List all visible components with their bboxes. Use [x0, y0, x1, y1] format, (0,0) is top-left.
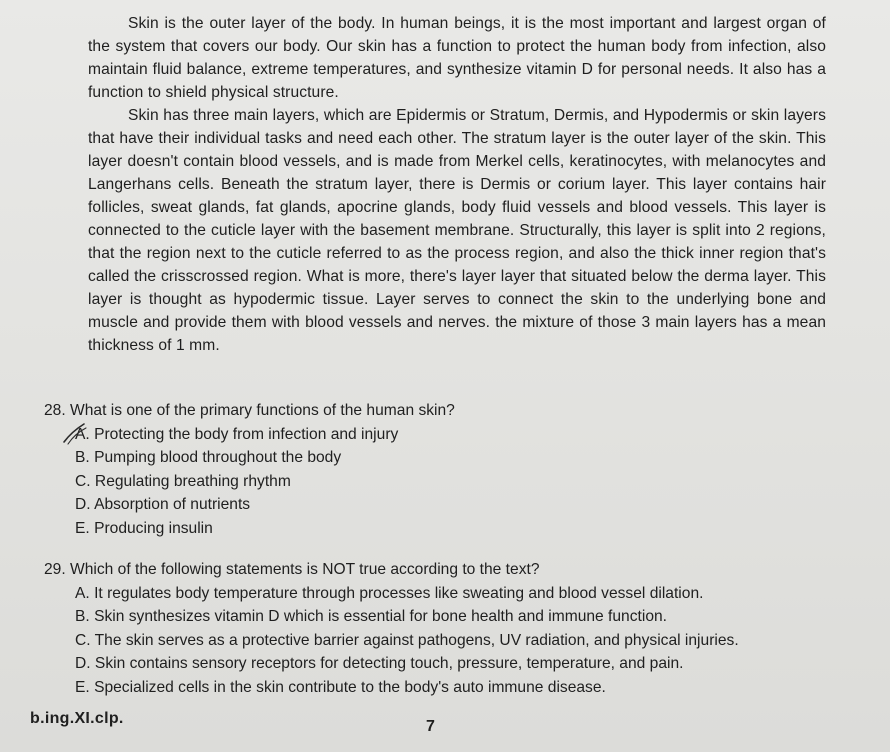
- option-b: B. Skin synthesizes vitamin D which is essential for bone health and immune function.: [75, 608, 667, 625]
- answer-options: [44, 582, 739, 700]
- question-29: [44, 558, 739, 699]
- page-number: 7: [426, 718, 435, 735]
- question-28: [44, 399, 455, 540]
- option-a: A. Protecting the body from infection and injury: [75, 425, 399, 443]
- option-e: E. Producing insulin: [75, 519, 213, 537]
- passage-paragraph-2: Skin has three main layers, which are Epidermis or Stratum, Dermis, and Hypodermis or skin layers that have their individual tasks and need each other. The stratum layer is the outer layer of the skin. This layer doesn't contain blood vessels, and is made from Merkel cells, keratinocytes, with melanocytes and Langerhans cells. Beneath the stratum layer, there is Dermis or corium layer. This layer contains hair follicles, sweat glands, fat glands, apocrine glands, body fluid vessels and blood vessels. This layer is connected to the cuticle layer with the basement membrane. Structurally, this layer is split into 2 regions, that the region next to the cuticle referred to as the process region, and also the thick inner region that's called the crisscrossed region. What is more, there's layer layer that situated below the derma layer. This layer is thought as hypodermic tissue. Layer serves to connect the skin to the underlying bone and muscle and provide them with blood vessels and nerves. the mixture of those 3 main layers has a mean thickness of 1 mm.: [88, 107, 826, 354]
- pen-check-mark: [60, 420, 100, 460]
- question-stem: 29. Which of the following statements is NOT true according to the text?: [44, 561, 540, 578]
- question-stem: 28. What is one of the primary functions of the human skin?: [44, 402, 455, 419]
- option-a: A. It regulates body temperature through processes like sweating and blood vessel dilation.: [75, 584, 704, 602]
- option-c: C. Regulating breathing rhythm: [75, 472, 291, 490]
- option-b: B. Pumping blood throughout the body: [75, 449, 342, 466]
- option-d: D. Absorption of nutrients: [75, 496, 251, 513]
- footer-code: b.ing.XI.clp.: [30, 710, 124, 727]
- option-d: D. Skin contains sensory receptors for detecting touch, pressure, temperature, and pain.: [75, 655, 684, 672]
- option-e: E. Specialized cells in the skin contribute to the body's auto immune disease.: [75, 678, 606, 696]
- passage-paragraph-1: Skin is the outer layer of the body. In human beings, it is the most important and largest organ of the system that covers our body. Our skin has a function to protect the human body from infection, also maintain fluid balance, extreme temperatures, and synthesize vitamin D for personal needs. It also has a function to shield physical structure.: [88, 15, 826, 101]
- answer-options: [44, 423, 455, 541]
- reading-passage: [88, 12, 826, 357]
- option-c: C. The skin serves as a protective barrier against pathogens, UV radiation, and physical injuries.: [75, 631, 739, 649]
